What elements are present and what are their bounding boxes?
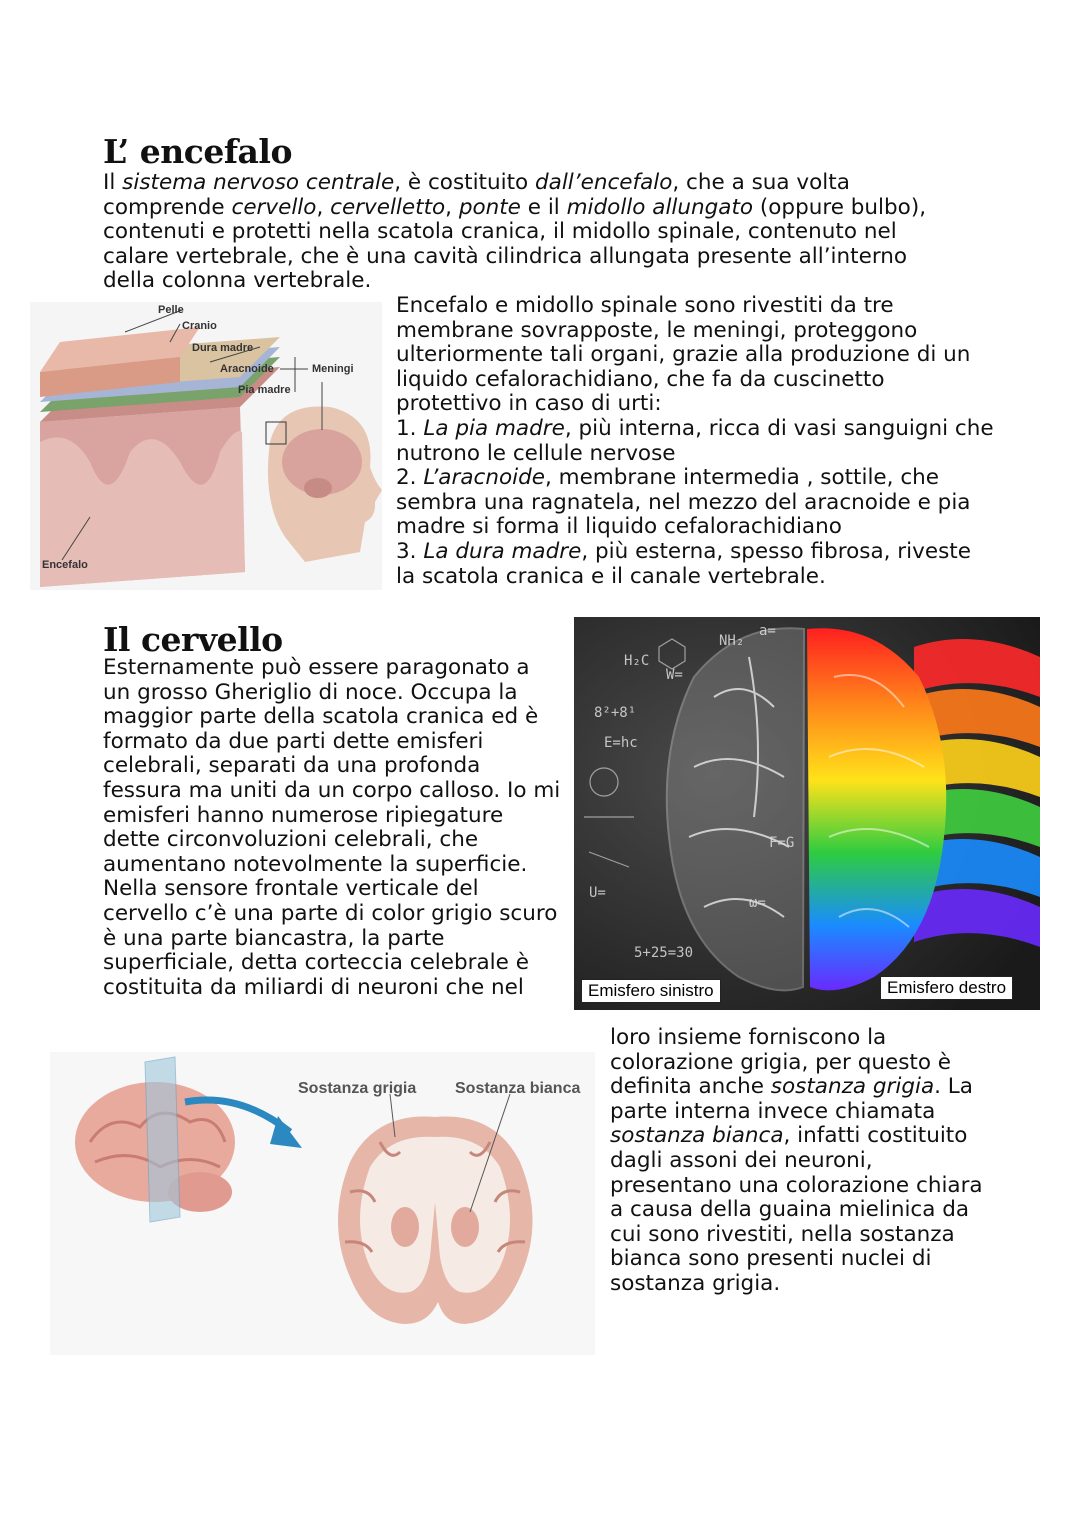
label-meningi: Meningi	[312, 363, 354, 375]
list-item-pia-madre: 1. La pia madre, più interna, ricca di vasi sanguigni che nutrono le cellule nervose	[396, 415, 994, 466]
paragraph-cervello-left	[103, 656, 563, 1000]
meninges-figure	[30, 302, 382, 590]
label-pia-madre: Pia madre	[238, 384, 291, 396]
label-pelle: Pelle	[158, 304, 184, 316]
list-item-aracnoide: 2. L’aracnoide, membrane intermedia , sottile, che sembra una ragnatela, nel mezzo del aracnoide e pia madre si forma il liquido cefalorachidiano	[396, 465, 971, 540]
formula-scribble: W=	[666, 667, 683, 683]
formula-scribble: U=	[589, 885, 606, 901]
list-item-dura-madre: 3. La dura madre, più esterna, spesso fibrosa, riveste la scatola cranica e il canale vertebrale.	[396, 538, 971, 589]
formula-scribble: ω=	[749, 895, 766, 911]
caption-emisfero-destro: Emisfero destro	[880, 976, 1013, 1000]
label-aracnoide: Aracnoide	[220, 363, 274, 375]
brain-hemispheres-image	[574, 617, 1040, 1010]
paragraph-cervello-right	[610, 1026, 990, 1297]
label-encefalo: Encefalo	[42, 559, 88, 571]
formula-scribble: 5+25=30	[634, 945, 694, 961]
rich-text: Encefalo e midollo spinale sono rivestiti da tre membrane sovrapposte, le meningi, proteggono ulteriormente tali organi, grazie alla produzione di un liquido cefalorachidiano, che fa da cuscinetto protettivo in caso di urti:	[396, 293, 971, 417]
label-sostanza-grigia: Sostanza grigia	[298, 1080, 417, 1097]
formula-scribble: E=hc	[604, 735, 638, 751]
formula-scribble: 8²+8¹	[594, 705, 637, 721]
formula-scribble: F=G	[769, 835, 795, 851]
formula-scribble: NH₂	[719, 633, 745, 649]
rich-text: Esternamente può essere paragonato a un grosso Gheriglio di noce. Occupa la maggior parte della scatola cranica ed è formato da due parti dette emisferi celebrali, separati da una profonda fessura ma uniti da un corpo calloso. Io mi emisferi hanno numerose ripiegature dette circonvoluzioni celebrali, che aumentano notevolmente la superficie. Nella sensore frontale verticale del cervello c’è una parte di color grigio scuro è una parte biancastra, la parte superficiale, detta corteccia celebrale è costituita da miliardi di neuroni che nel	[103, 655, 561, 1000]
label-cranio: Cranio	[182, 320, 217, 332]
section-title-encefalo: L’ encefalo	[103, 132, 292, 171]
formula-scribble: H₂C	[624, 653, 650, 669]
caption-emisfero-sinistro: Emisfero sinistro	[581, 979, 721, 1003]
paragraph-meningi	[396, 294, 996, 589]
formula-scribble: a=	[759, 623, 776, 639]
rich-text: Il sistema nervoso centrale, è costituito dall’encefalo, che a sua volta comprende cervello, cervelletto, ponte e il midollo allungato (oppure bulbo), contenuti e protetti nella scatola cranica, il midollo spinale, contenuto nel calare vertebrale, che è una cavità cilindrica allungata presente all’interno della colonna vertebrale.	[103, 170, 927, 294]
paragraph-encefalo-intro	[103, 171, 933, 294]
label-dura-madre: Dura madre	[192, 342, 254, 354]
grey-white-matter-figure	[50, 1052, 595, 1355]
section-title-cervello: Il cervello	[103, 620, 283, 659]
rich-text: loro insieme forniscono la colorazione grigia, per questo è definita anche sostanza grigia. La parte interna invece chiamata sostanza bianca, infatti costituito dagli assoni dei neuroni, presentano una colorazione chiara a causa della guaina mielinica da cui sono rivestiti, nella sostanza bianca sono presenti nuclei di sostanza grigia.	[610, 1025, 983, 1296]
label-sostanza-bianca: Sostanza bianca	[455, 1080, 581, 1097]
